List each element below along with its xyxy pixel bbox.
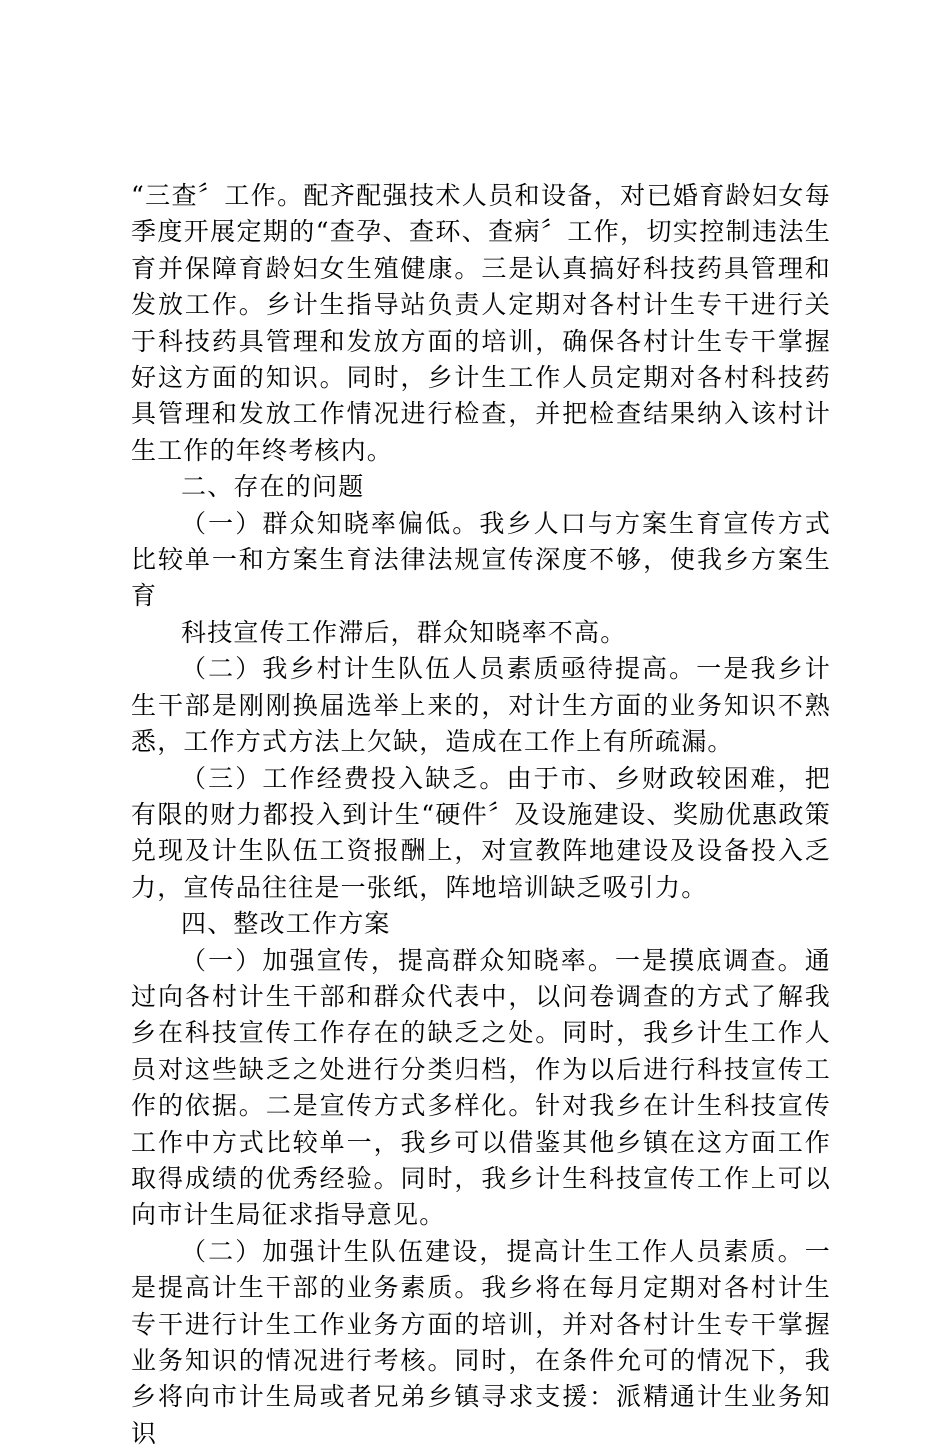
paragraph-1: “三查〞工作。配齐配强技术人员和设备，对已婚育龄妇女每季度开展定期的“查孕、查环、查病〞工作，切实控制违法生育并保障育龄妇女生殖健康。三是认真搞好科技药具管理和发放工作。乡计生指导站负责人定期对各村计生专干进行关于科技药具管理和发放方面的培训，确保各村计生专干掌握好这方面的知识。同时，乡计生工作人员定期对各村科技药具管理和发放工作情况进行检查，并把检查结果纳入该村计生工作的年终考核内。 bbox=[131, 181, 831, 465]
paragraph-problem-1-continued: 科技宣传工作滞后，群众知晓率不高。 bbox=[181, 617, 627, 647]
paragraph-problem-3: （三）工作经费投入缺乏。由于市、乡财政较困难，把有限的财力都投入到计生“硬件〞及设施建设、奖励优惠政策兑现及计生队伍工资报酬上，对宣教阵地建设及设备投入乏力，宣传品往往是一张纸，阵地培训缺乏吸引力。 bbox=[131, 763, 831, 902]
paragraph-problem-1: （一）群众知晓率偏低。我乡人口与方案生育宣传方式比较单一和方案生育法律法规宣传深度不够，使我乡方案生育 bbox=[131, 508, 831, 611]
paragraph-problem-2: （二）我乡村计生队伍人员素质亟待提高。一是我乡计生干部是刚刚换届选举上来的，对计生方面的业务知识不熟悉，工作方式方法上欠缺，造成在工作上有所疏漏。 bbox=[131, 654, 831, 757]
paragraph-plan-2: （二）加强计生队伍建设，提高计生工作人员素质。一是提高计生干部的业务素质。我乡将在每月定期对各村计生专干进行计生工作业务方面的培训，并对各村计生专干掌握业务知识的情况进行考核。同时，在条件允可的情况下，我乡将向市计生局或者兄弟乡镇寻求支援：派精通计生业务知识 bbox=[131, 1236, 831, 1448]
document-body bbox=[131, 178, 831, 1452]
section-heading-problems: 二、存在的问题 bbox=[181, 472, 365, 502]
paragraph-plan-1: （一）加强宣传，提高群众知晓率。一是摸底调查。通过向各村计生干部和群众代表中，以问卷调查的方式了解我乡在科技宣传工作存在的缺乏之处。同时，我乡计生工作人员对这些缺乏之处进行分类归档，作为以后进行科技宣传工作的依据。二是宣传方式多样化。针对我乡在计生科技宣传工作中方式比较单一，我乡可以借鉴其他乡镇在这方面工作取得成绩的优秀经验。同时，我乡计生科技宣传工作上可以向市计生局征求指导意见。 bbox=[131, 945, 831, 1230]
section-heading-rectification: 四、整改工作方案 bbox=[181, 909, 391, 939]
